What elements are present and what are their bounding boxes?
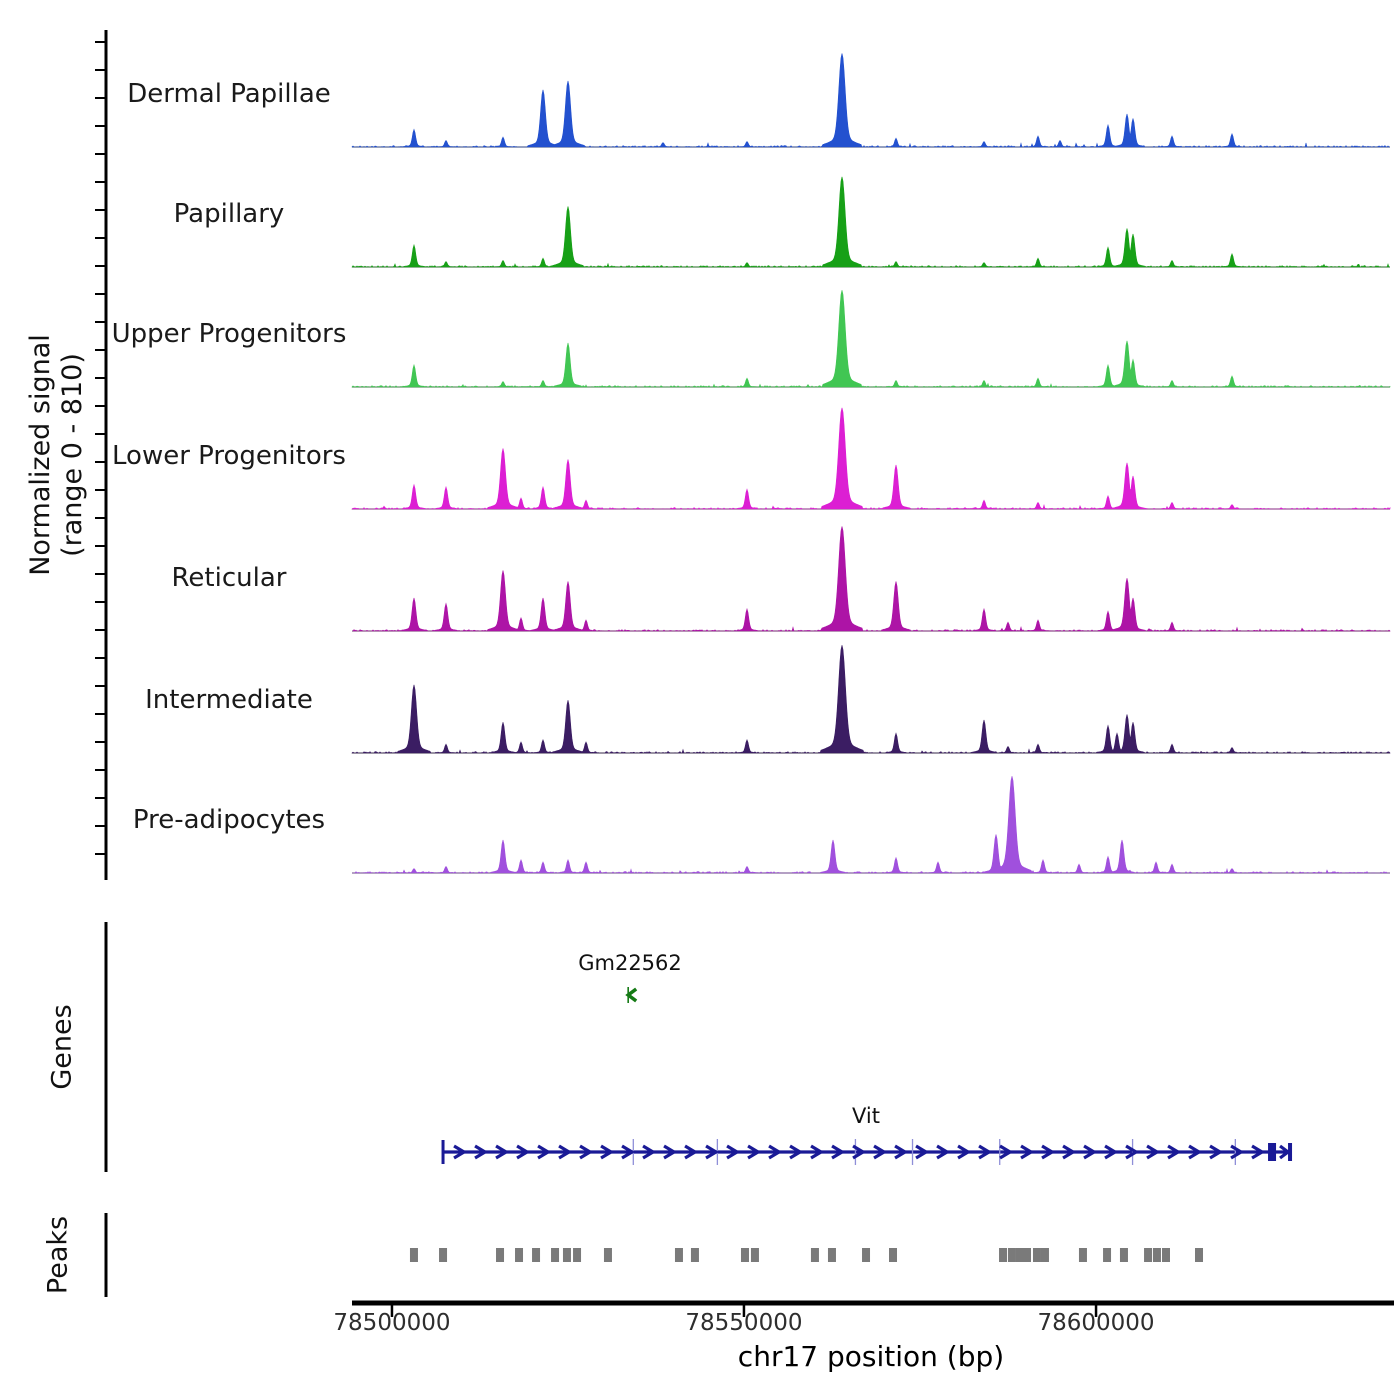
- signal-track-5: [352, 645, 1390, 753]
- peak-box: [1153, 1248, 1161, 1262]
- track-label-upper-progenitors: Upper Progenitors: [111, 319, 347, 349]
- peak-box: [741, 1248, 749, 1262]
- peak-box: [1144, 1248, 1152, 1262]
- y-axis-label-line1: Normalized signal: [25, 334, 57, 576]
- track-label-lower-progenitors: Lower Progenitors: [112, 441, 346, 471]
- track-label-papillary: Papillary: [173, 199, 285, 229]
- peak-box: [889, 1248, 897, 1262]
- signal-track-1: [352, 177, 1390, 267]
- peak-box: [1195, 1248, 1203, 1262]
- y-axis-label-line2: (range 0 - 810): [57, 353, 88, 557]
- peak-box: [604, 1248, 612, 1262]
- peak-box: [811, 1248, 819, 1262]
- y-axis-label: [25, 334, 89, 576]
- peak-box: [862, 1248, 870, 1262]
- peak-box: [751, 1248, 759, 1262]
- peak-box: [573, 1248, 581, 1262]
- peak-box: [999, 1248, 1007, 1262]
- genes-section-label-wrap: [47, 1004, 78, 1089]
- gene-vit-end-bar: [1288, 1143, 1292, 1161]
- track-label-intermediate: Intermediate: [145, 685, 313, 715]
- peak-box: [1033, 1248, 1041, 1262]
- peak-box: [1103, 1248, 1111, 1262]
- peak-box: [551, 1248, 559, 1262]
- peaks-section-label-wrap: [43, 1216, 74, 1294]
- signal-track-6: [352, 776, 1390, 873]
- genes-section-label: Genes: [46, 1004, 78, 1090]
- track-label-pre-adipocytes: Pre-adipocytes: [132, 805, 326, 835]
- peak-box: [691, 1248, 699, 1262]
- gene-label-gm22562: Gm22562: [578, 951, 682, 975]
- peak-box: [410, 1248, 418, 1262]
- peak-box: [439, 1248, 447, 1262]
- peak-box: [828, 1248, 836, 1262]
- gene-label-vit: Vit: [852, 1104, 880, 1128]
- x-tick-label-78500000: 78500000: [333, 1310, 451, 1336]
- peak-box: [1016, 1248, 1024, 1262]
- peak-box: [1120, 1248, 1128, 1262]
- signal-track-3: [352, 408, 1390, 509]
- x-tick-label-78550000: 78550000: [685, 1310, 803, 1336]
- peak-box: [515, 1248, 523, 1262]
- signal-track-4: [352, 527, 1390, 632]
- peak-box: [496, 1248, 504, 1262]
- peak-box: [1079, 1248, 1087, 1262]
- peaks-section-label: Peaks: [42, 1215, 74, 1295]
- peak-box: [563, 1248, 571, 1262]
- peak-box: [675, 1248, 683, 1262]
- peak-box: [532, 1248, 540, 1262]
- track-label-dermal-papillae: Dermal Papillae: [127, 79, 331, 109]
- gene-vit-exon-block: [1268, 1143, 1276, 1161]
- gene-gm22562-arrow: [628, 989, 636, 1001]
- peak-box: [1041, 1248, 1049, 1262]
- signal-track-0: [352, 54, 1390, 148]
- signal-track-2: [352, 290, 1390, 387]
- track-label-reticular: Reticular: [171, 563, 287, 593]
- peak-box: [1008, 1248, 1016, 1262]
- peak-box: [1162, 1248, 1170, 1262]
- x-axis-title: chr17 position (bp): [737, 1340, 1005, 1373]
- peak-box: [1023, 1248, 1031, 1262]
- x-tick-label-78600000: 78600000: [1037, 1310, 1155, 1336]
